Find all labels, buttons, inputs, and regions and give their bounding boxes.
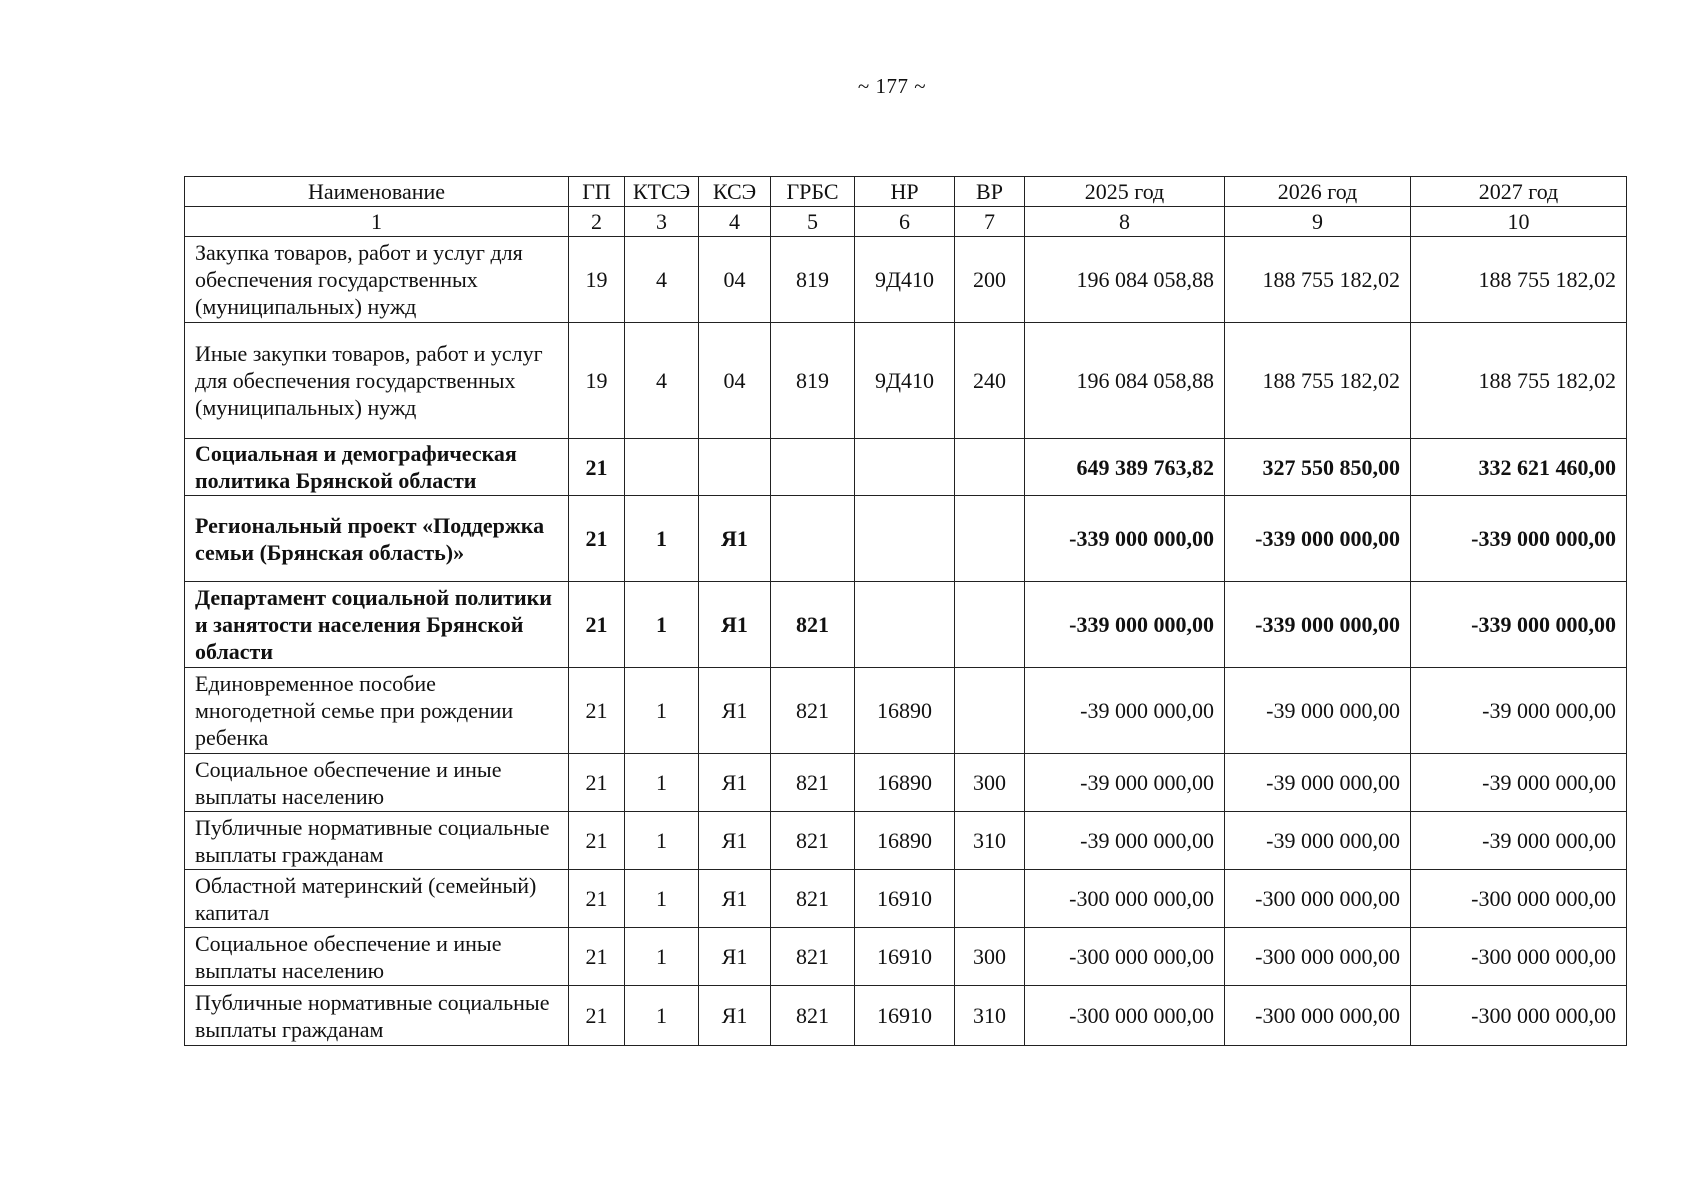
amount-2026-cell: -300 000 000,00 [1225,928,1411,986]
amount-2026-cell: -300 000 000,00 [1225,870,1411,928]
amount-2025-cell: 649 389 763,82 [1025,439,1225,496]
header-cell: 2025 год [1025,177,1225,207]
column-number-cell: 2 [569,207,625,237]
kse-cell: 04 [699,323,771,439]
grbs-cell [771,496,855,582]
grbs-cell: 819 [771,237,855,323]
table-row [185,870,1627,928]
ktse-cell: 1 [625,986,699,1046]
grbs-cell: 821 [771,754,855,812]
amount-2027-cell: 188 755 182,02 [1411,237,1627,323]
table-row [185,439,1627,496]
vr-cell: 300 [955,754,1025,812]
amount-2025-cell: -300 000 000,00 [1025,986,1225,1046]
header-cell: ВР [955,177,1025,207]
nr-cell [855,582,955,668]
grbs-cell: 821 [771,870,855,928]
vr-cell: 300 [955,928,1025,986]
amount-2026-cell: 327 550 850,00 [1225,439,1411,496]
row-name-cell: Закупка товаров, работ и услуг для обеспечения государственных (муниципальных) нужд [185,237,569,323]
column-number-row [185,207,1627,237]
amount-2025-cell: -339 000 000,00 [1025,496,1225,582]
amount-2026-cell: 188 755 182,02 [1225,237,1411,323]
table-row [185,986,1627,1046]
row-name-cell: Социальное обеспечение и иные выплаты населению [185,928,569,986]
nr-cell: 16890 [855,754,955,812]
amount-2027-cell: -39 000 000,00 [1411,754,1627,812]
grbs-cell: 821 [771,986,855,1046]
table-row [185,582,1627,668]
column-number-cell: 10 [1411,207,1627,237]
amount-2027-cell: -339 000 000,00 [1411,582,1627,668]
vr-cell [955,496,1025,582]
row-name-cell: Социальная и демографическая политика Брянской области [185,439,569,496]
ktse-cell: 1 [625,582,699,668]
gp-cell: 21 [569,582,625,668]
nr-cell: 9Д410 [855,323,955,439]
amount-2025-cell: -39 000 000,00 [1025,754,1225,812]
kse-cell: Я1 [699,870,771,928]
ktse-cell: 1 [625,668,699,754]
table-row [185,928,1627,986]
amount-2027-cell: -300 000 000,00 [1411,870,1627,928]
gp-cell: 19 [569,323,625,439]
nr-cell [855,439,955,496]
nr-cell: 16910 [855,928,955,986]
column-number-cell: 5 [771,207,855,237]
kse-cell [699,439,771,496]
gp-cell: 21 [569,668,625,754]
gp-cell: 21 [569,928,625,986]
header-cell: 2026 год [1225,177,1411,207]
row-name-cell: Областной материнский (семейный) капитал [185,870,569,928]
column-number-cell: 7 [955,207,1025,237]
row-name-cell: Социальное обеспечение и иные выплаты населению [185,754,569,812]
header-cell: ГРБС [771,177,855,207]
vr-cell: 240 [955,323,1025,439]
kse-cell: Я1 [699,582,771,668]
header-cell: Наименование [185,177,569,207]
amount-2027-cell: -300 000 000,00 [1411,986,1627,1046]
column-number-cell: 9 [1225,207,1411,237]
grbs-cell: 821 [771,582,855,668]
vr-cell: 200 [955,237,1025,323]
gp-cell: 21 [569,754,625,812]
amount-2025-cell: 196 084 058,88 [1025,237,1225,323]
header-row [185,177,1627,207]
gp-cell: 21 [569,812,625,870]
amount-2026-cell: -39 000 000,00 [1225,812,1411,870]
amount-2025-cell: -39 000 000,00 [1025,812,1225,870]
amount-2025-cell: -39 000 000,00 [1025,668,1225,754]
amount-2025-cell: -339 000 000,00 [1025,582,1225,668]
column-number-cell: 6 [855,207,955,237]
header-cell: НР [855,177,955,207]
nr-cell: 16910 [855,986,955,1046]
kse-cell: Я1 [699,754,771,812]
header-cell: КСЭ [699,177,771,207]
row-name-cell: Департамент социальной политики и занятости населения Брянской области [185,582,569,668]
grbs-cell: 821 [771,928,855,986]
amount-2027-cell: -339 000 000,00 [1411,496,1627,582]
kse-cell: Я1 [699,496,771,582]
amount-2026-cell: -39 000 000,00 [1225,754,1411,812]
ktse-cell: 1 [625,928,699,986]
vr-cell [955,582,1025,668]
column-number-cell: 8 [1025,207,1225,237]
amount-2026-cell: 188 755 182,02 [1225,323,1411,439]
amount-2025-cell: 196 084 058,88 [1025,323,1225,439]
amount-2025-cell: -300 000 000,00 [1025,870,1225,928]
row-name-cell: Региональный проект «Поддержка семьи (Брянская область)» [185,496,569,582]
amount-2026-cell: -339 000 000,00 [1225,496,1411,582]
table-row [185,323,1627,439]
row-name-cell: Публичные нормативные социальные выплаты гражданам [185,986,569,1046]
ktse-cell: 1 [625,496,699,582]
table-row [185,812,1627,870]
amount-2027-cell: -39 000 000,00 [1411,668,1627,754]
nr-cell: 9Д410 [855,237,955,323]
amount-2027-cell: -39 000 000,00 [1411,812,1627,870]
table-row [185,237,1627,323]
row-name-cell: Иные закупки товаров, работ и услуг для обеспечения государственных (муниципальных) нужд [185,323,569,439]
row-name-cell: Публичные нормативные социальные выплаты гражданам [185,812,569,870]
amount-2026-cell: -339 000 000,00 [1225,582,1411,668]
column-number-cell: 4 [699,207,771,237]
table-body [185,177,1627,1046]
ktse-cell: 1 [625,870,699,928]
gp-cell: 21 [569,986,625,1046]
kse-cell: Я1 [699,668,771,754]
table-row [185,668,1627,754]
amount-2027-cell: -300 000 000,00 [1411,928,1627,986]
vr-cell [955,439,1025,496]
nr-cell: 16890 [855,812,955,870]
grbs-cell: 819 [771,323,855,439]
gp-cell: 21 [569,439,625,496]
page-number: ~ 177 ~ [857,74,927,98]
vr-cell [955,870,1025,928]
nr-cell: 16890 [855,668,955,754]
row-name-cell: Единовременное пособие многодетной семье при рождении ребенка [185,668,569,754]
gp-cell: 21 [569,870,625,928]
vr-cell [955,668,1025,754]
amount-2027-cell: 332 621 460,00 [1411,439,1627,496]
header-cell: КТСЭ [625,177,699,207]
amount-2026-cell: -300 000 000,00 [1225,986,1411,1046]
gp-cell: 19 [569,237,625,323]
amount-2025-cell: -300 000 000,00 [1025,928,1225,986]
vr-cell: 310 [955,812,1025,870]
grbs-cell: 821 [771,812,855,870]
kse-cell: Я1 [699,986,771,1046]
ktse-cell: 1 [625,754,699,812]
ktse-cell: 4 [625,237,699,323]
kse-cell: 04 [699,237,771,323]
ktse-cell [625,439,699,496]
vr-cell: 310 [955,986,1025,1046]
nr-cell: 16910 [855,870,955,928]
budget-table [184,176,1627,1046]
column-number-cell: 3 [625,207,699,237]
table-row [185,496,1627,582]
gp-cell: 21 [569,496,625,582]
grbs-cell: 821 [771,668,855,754]
table-row [185,754,1627,812]
header-cell: ГП [569,177,625,207]
nr-cell [855,496,955,582]
kse-cell: Я1 [699,928,771,986]
header-cell: 2027 год [1411,177,1627,207]
grbs-cell [771,439,855,496]
amount-2027-cell: 188 755 182,02 [1411,323,1627,439]
amount-2026-cell: -39 000 000,00 [1225,668,1411,754]
ktse-cell: 4 [625,323,699,439]
ktse-cell: 1 [625,812,699,870]
kse-cell: Я1 [699,812,771,870]
column-number-cell: 1 [185,207,569,237]
